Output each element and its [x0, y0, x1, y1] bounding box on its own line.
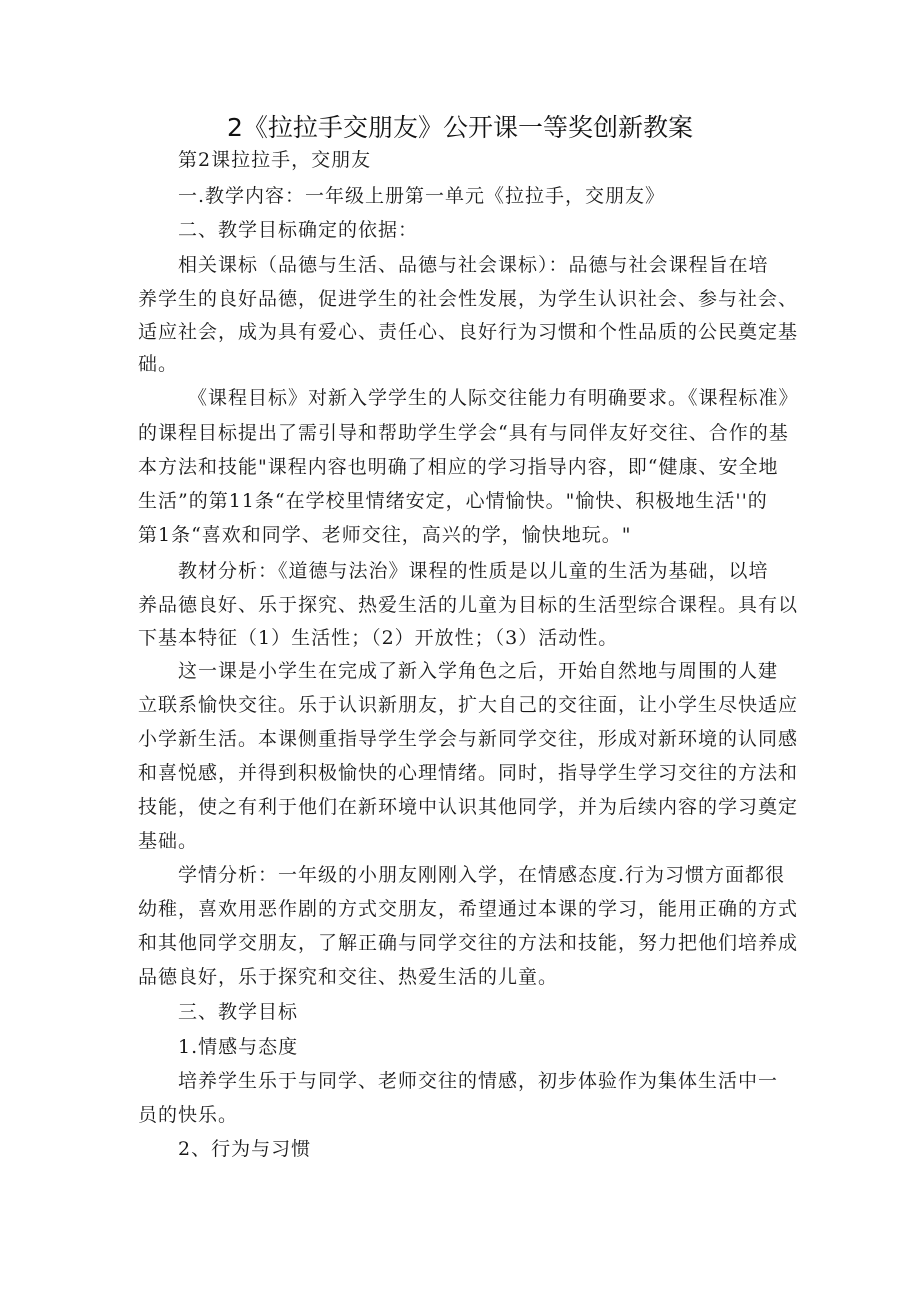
- paragraph-line: 技能，使之有利于他们在新环境中认识其他同学，并为后续内容的学习奠定: [138, 796, 799, 818]
- subsection-emotion-attitude: 1.情感与态度: [178, 1036, 299, 1058]
- document-title: 2《拉拉手交朋友》公开课一等奖创新教案: [227, 113, 693, 142]
- paragraph-line: 适应社会，成为具有爱心、责任心、良好行为习惯和个性品质的公民奠定基: [138, 321, 799, 343]
- section-teaching-objectives: 三、教学目标: [178, 1001, 299, 1023]
- paragraph-line: 这一课是小学生在完成了新入学角色之后，开始自然地与周围的人建: [178, 660, 779, 682]
- subsection-behavior-habit: 2、行为与习惯: [178, 1138, 312, 1160]
- paragraph-line: 立联系愉快交往。乐于认识新朋友，扩大自己的交往面，让小学生尽快适应: [138, 694, 799, 716]
- paragraph-line: 养学生的良好品德，促进学生的社会性发展，为学生认识社会、参与社会、: [138, 288, 799, 310]
- section-objective-basis: 二、教学目标确定的依据：: [178, 219, 419, 241]
- paragraph-line: 下基本特征（1）生活性；（2）开放性；（3）活动性。: [138, 627, 619, 649]
- paragraph-line: 的课程目标提出了需引导和帮助学生学会“具有与同伴友好交往、合作的基: [138, 422, 789, 444]
- paragraph-line: 和喜悦感，并得到积极愉快的心理情绪。同时，指导学生学习交往的方法和: [138, 762, 799, 784]
- paragraph-line: 基础。: [138, 830, 199, 852]
- paragraph-line: 相关课标（品德与生活、品德与社会课标）：品德与社会课程旨在培: [178, 254, 769, 276]
- paragraph-line: 小学新生活。本课侧重指导学生学会与新同学交往，形成对新环境的认同感: [138, 728, 799, 750]
- lesson-heading: 第2课拉拉手，交朋友: [178, 149, 372, 171]
- paragraph-line: 教材分析：《道德与法治》课程的性质是以儿童的生活为基础，以培: [178, 560, 769, 582]
- section-teaching-content: 一.教学内容：一年级上册第一单元《拉拉手，交朋友》: [178, 185, 666, 207]
- paragraph-line: 和其他同学交朋友，了解正确与同学交往的方法和技能，努力把他们培养成: [138, 932, 799, 954]
- paragraph-line: 员的快乐。: [138, 1104, 239, 1126]
- paragraph-line: 品德良好，乐于探究和交往、热爱生活的儿童。: [138, 966, 559, 988]
- paragraph-line: 培养学生乐于与同学、老师交往的情感，初步体验作为集体生活中一: [178, 1070, 779, 1092]
- paragraph-line: 学情分析：一年级的小朋友刚刚入学，在情感态度.行为习惯方面都很: [178, 864, 786, 886]
- paragraph-line: 养品德良好、乐于探究、热爱生活的儿童为目标的生活型综合课程。具有以: [138, 594, 799, 616]
- paragraph-line: 础。: [138, 353, 179, 375]
- paragraph-line: 《课程目标》对新入学学生的人际交往能力有明确要求。《课程标准》: [188, 387, 799, 409]
- paragraph-line: 生活”的第11条“在学校里情绪安定，心情愉快。"愉快、积极地生活''的: [138, 490, 768, 512]
- paragraph-line: 第1条“喜欢和同学、老师交往，高兴的学，愉快地玩。": [138, 524, 632, 546]
- paragraph-line: 本方法和技能"课程内容也明确了相应的学习指导内容，即“健康、安全地: [138, 456, 779, 478]
- paragraph-line: 幼稚，喜欢用恶作剧的方式交朋友，希望通过本课的学习，能用正确的方式: [138, 898, 799, 920]
